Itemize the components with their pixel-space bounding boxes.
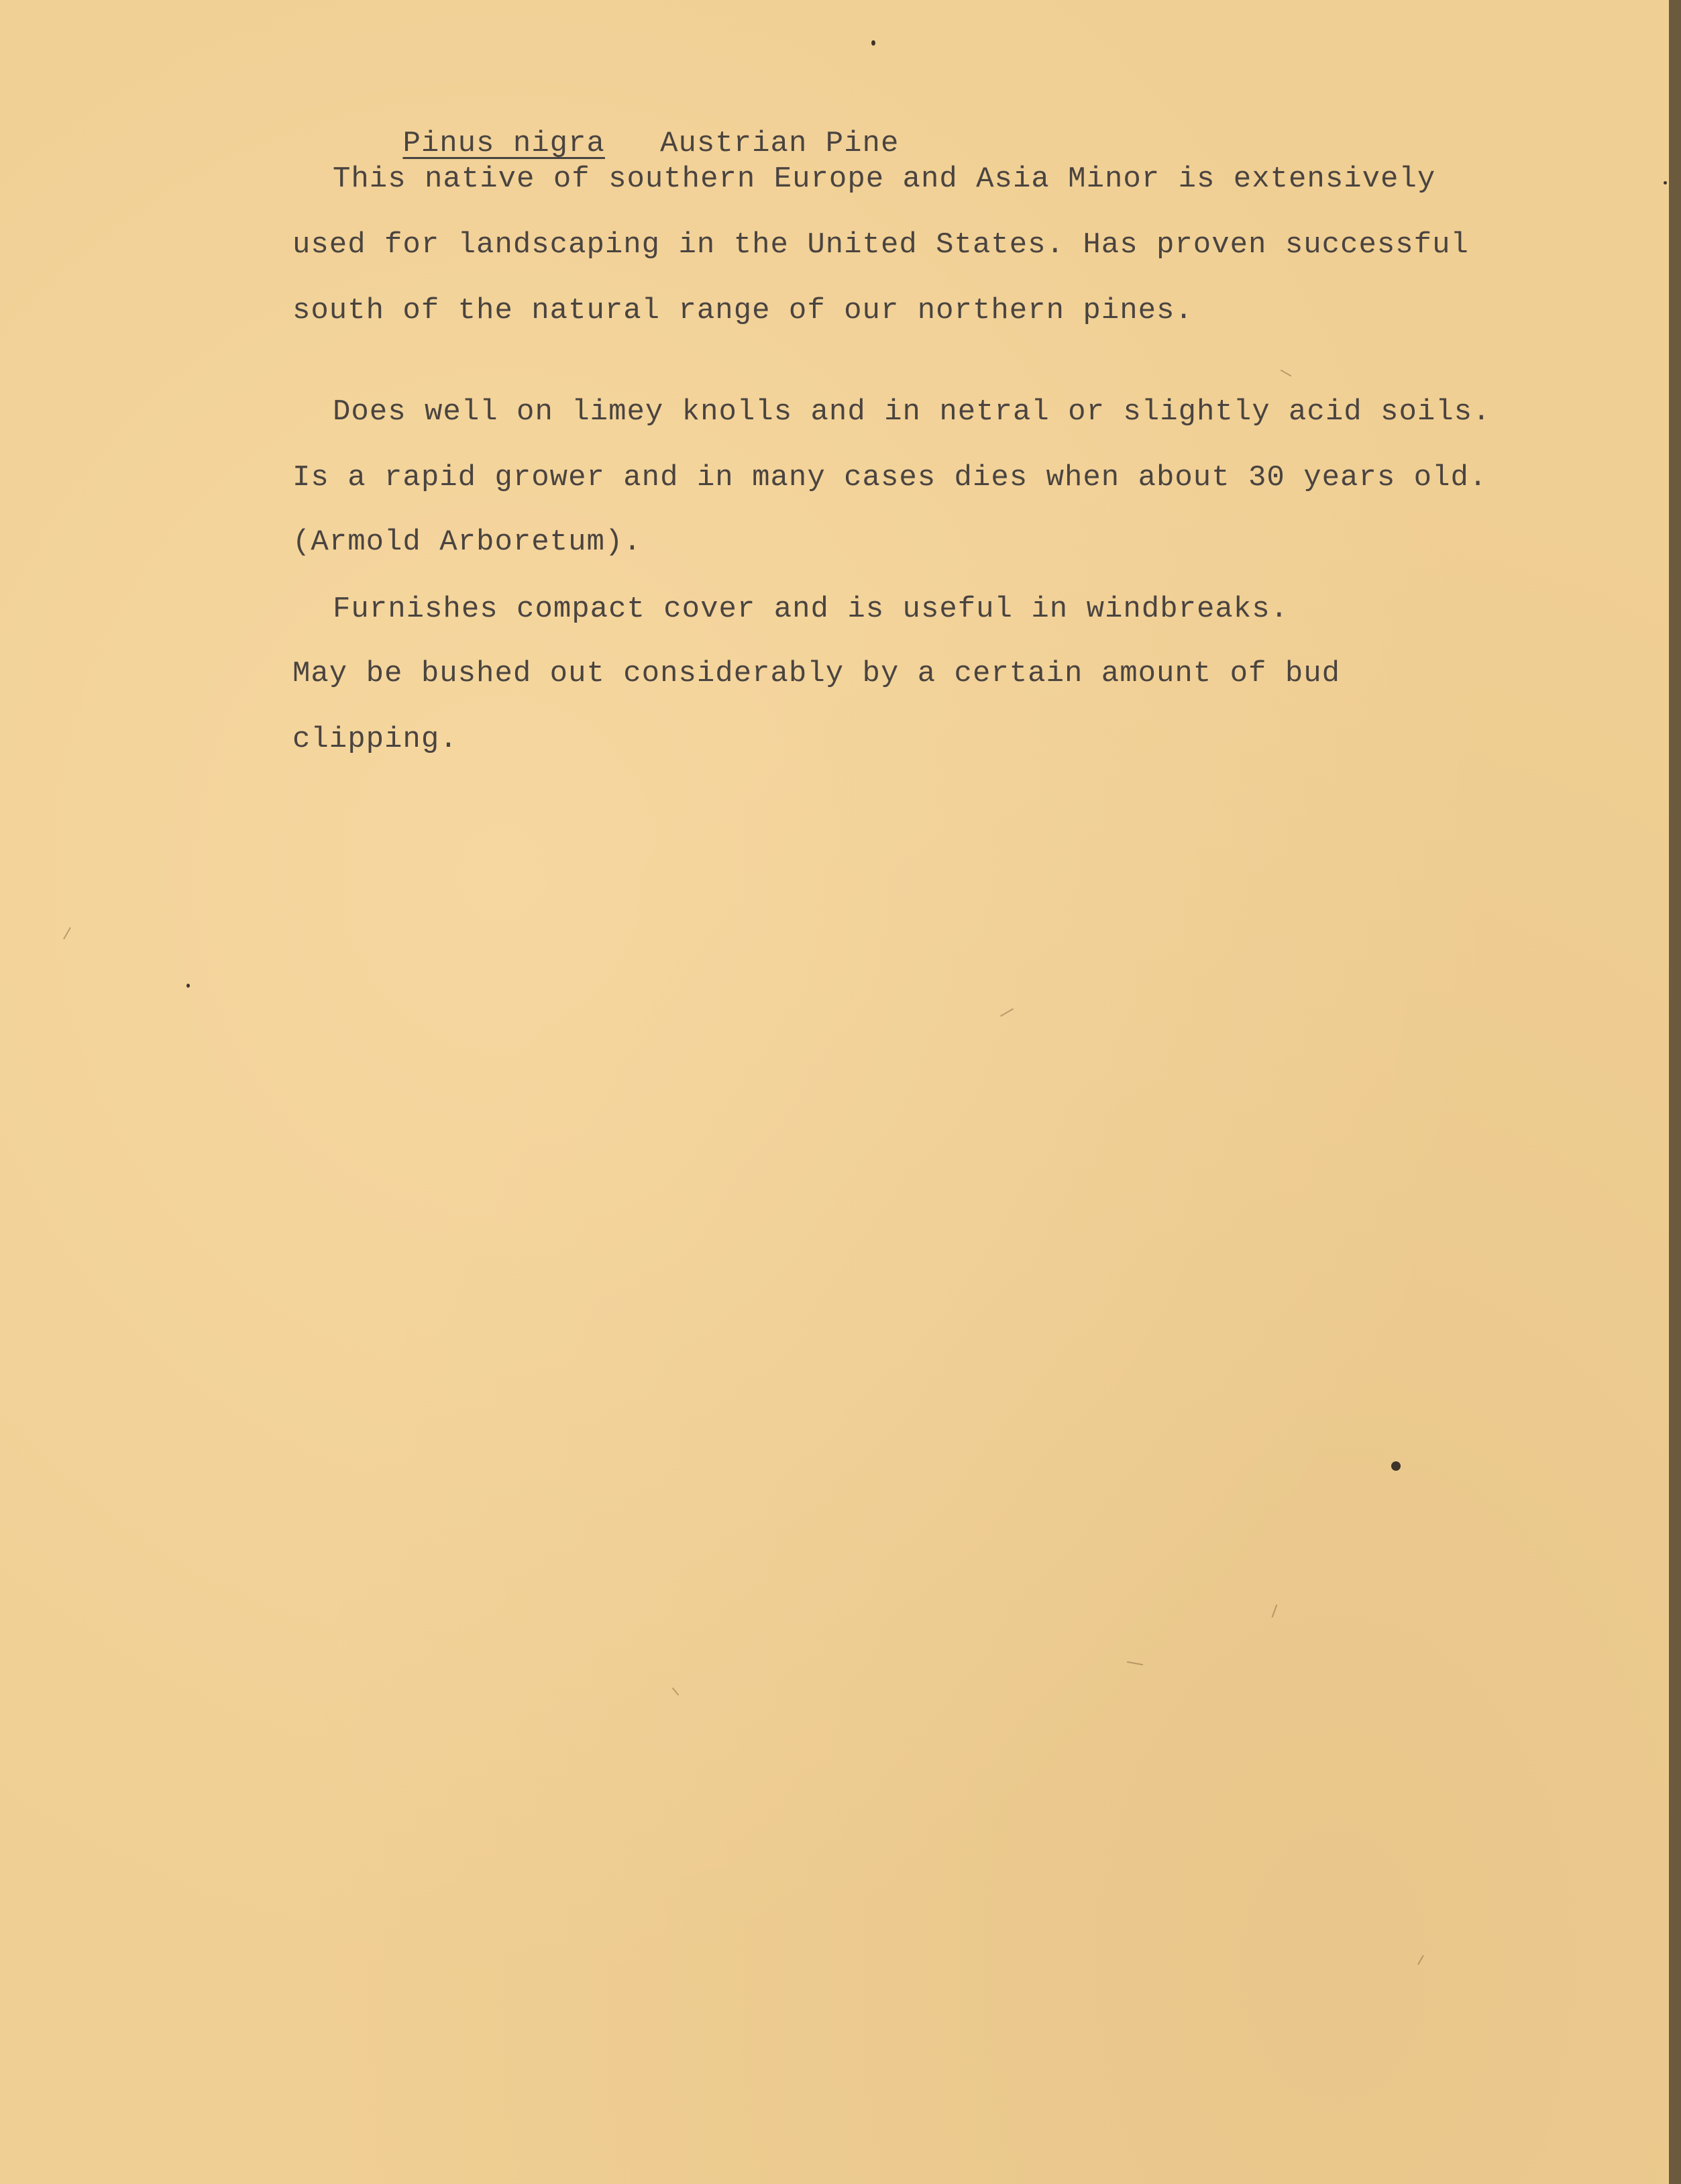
text-line: Does well on limey knolls and in netral or slightly acid soils.: [333, 395, 1491, 429]
text-line: This native of southern Europe and Asia Minor is extensively: [333, 162, 1436, 196]
paper-fiber: [63, 927, 71, 939]
paper-fiber: [1000, 1008, 1014, 1017]
text-line: clipping.: [292, 723, 458, 756]
paper-fiber: [1281, 370, 1292, 377]
text-line: south of the natural range of our northern pines.: [292, 294, 1193, 327]
text-line: (Armold Arboretum).: [292, 525, 642, 559]
paper-fiber: [672, 1687, 680, 1696]
ink-speck: [1391, 1461, 1401, 1471]
text-line: used for landscaping in the United States. Has proven successful: [292, 228, 1469, 262]
latin-name: Pinus nigra: [402, 127, 605, 160]
common-name: Austrian Pine: [660, 127, 900, 160]
ink-speck: [186, 984, 190, 988]
paper-fiber: [1127, 1661, 1143, 1665]
text-line: Is a rapid grower and in many cases dies when about 30 years old.: [292, 461, 1488, 495]
ink-speck: [871, 40, 875, 46]
paper-fiber: [1272, 1604, 1278, 1617]
text-line: May be bushed out considerably by a certain amount of bud: [292, 657, 1341, 690]
paper-fiber: [1417, 1955, 1424, 1965]
ink-speck: [1664, 181, 1667, 185]
text-line: Furnishes compact cover and is useful in windbreaks.: [333, 592, 1289, 626]
